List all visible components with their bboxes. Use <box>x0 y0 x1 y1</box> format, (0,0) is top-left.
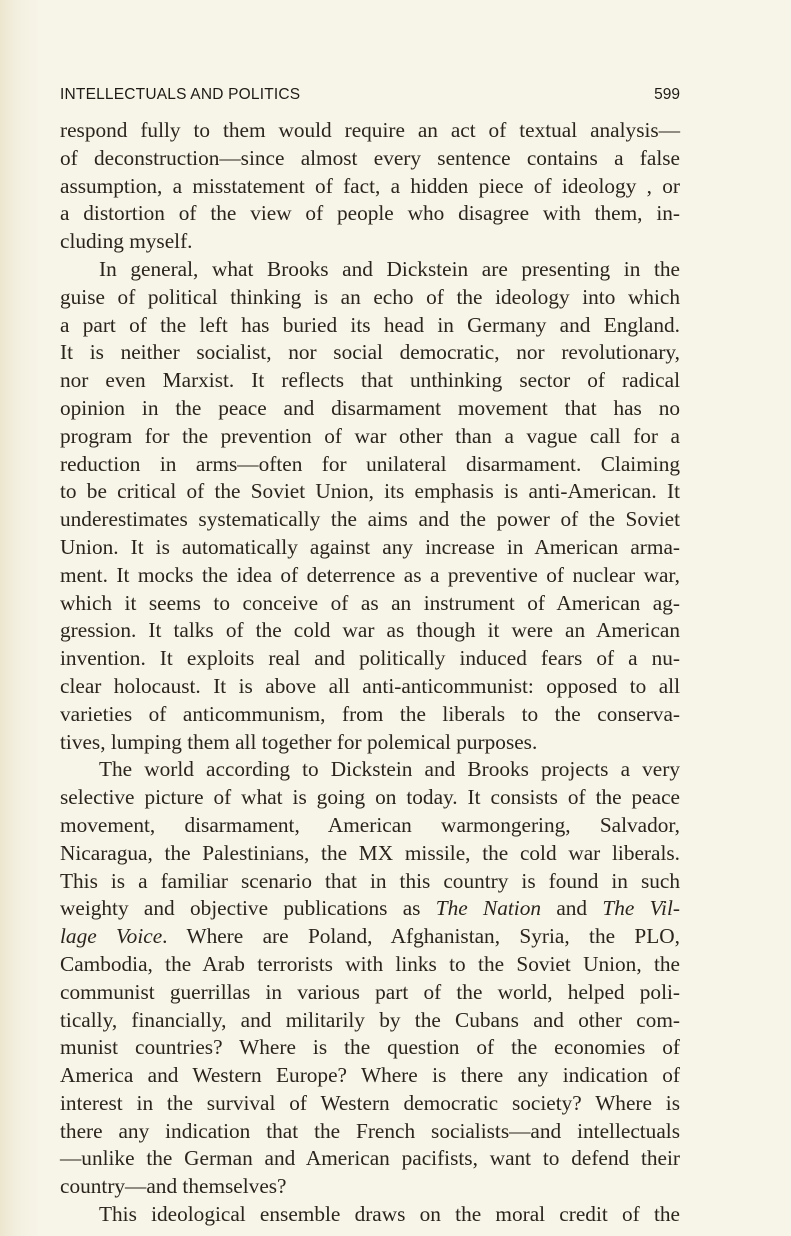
text-segment: to be critical of the Soviet Union, its emphasis is anti-American. It <box>60 479 680 504</box>
text-segment: The world according to Dickstein and Brooks projects a very <box>99 757 680 782</box>
paragraph <box>60 1201 680 1229</box>
text-line <box>60 590 680 618</box>
text-segment: of deconstruction—since almost every sentence contains a false <box>60 145 680 170</box>
text-segment: varieties of anticommunism, from the liberals to the conserva- <box>60 701 680 726</box>
text-segment: movement, disarmament, American warmongering, Salvador, <box>60 812 680 837</box>
text-line <box>60 423 680 451</box>
text-segment: a part of the left has buried its head in Germany and England. <box>60 312 680 337</box>
paragraph <box>60 756 680 1201</box>
text-segment: Cambodia, the Arab terrorists with links to the Soviet Union, the <box>60 951 680 976</box>
text-line <box>60 784 680 812</box>
text-line <box>60 117 680 145</box>
text-segment: underestimates systematically the aims and the power of the Soviet <box>60 507 680 532</box>
text-line <box>60 284 680 312</box>
text-line <box>60 1090 680 1118</box>
text-segment: program for the prevention of war other than a vague call for a <box>60 423 680 448</box>
text-line <box>60 1145 680 1173</box>
text-line <box>60 451 680 479</box>
text-line <box>60 979 680 1007</box>
text-line <box>60 840 680 868</box>
text-segment: This ideological ensemble draws on the moral credit of the <box>99 1202 680 1227</box>
text-segment: reduction in arms—often for unilateral disarmament. Claiming <box>60 451 680 476</box>
text-line <box>60 478 680 506</box>
text-segment: —unlike the German and American pacifists, want to defend their <box>60 1146 680 1171</box>
text-segment: guise of political thinking is an echo of the ideology into which <box>60 284 680 309</box>
text-segment: It is neither socialist, nor social democratic, nor revolutionary, <box>60 340 680 365</box>
text-segment: interest in the survival of Western democratic society? Where is <box>60 1090 680 1115</box>
paragraph <box>60 256 680 756</box>
text-segment: ment. It mocks the idea of deterrence as a preventive of nuclear war, <box>60 562 680 587</box>
text-segment: This is a familiar scenario that in this country is found in such <box>60 868 680 893</box>
text-segment: tives, lumping them all together for polemical purposes. <box>60 729 538 754</box>
text-segment: communist guerrillas in various part of the world, helped poli- <box>60 979 680 1004</box>
text-line <box>60 673 680 701</box>
text-line <box>60 895 680 923</box>
text-line <box>60 1173 680 1201</box>
text-line <box>60 534 680 562</box>
text-line <box>60 312 680 340</box>
page-number: 599 <box>654 86 680 103</box>
text-segment: . Where are Poland, Afghanistan, Syria, the PLO, <box>162 924 680 949</box>
text-line <box>60 1201 680 1229</box>
text-line <box>60 729 680 757</box>
text-segment: invention. It exploits real and politically induced fears of a nu- <box>60 646 680 671</box>
text-line <box>60 256 680 284</box>
text-segment: country—and themselves? <box>60 1174 287 1199</box>
text-line <box>60 1118 680 1146</box>
text-segment: cluding myself. <box>60 229 193 254</box>
text-segment: selective picture of what is going on today. It consists of the peace <box>60 785 680 810</box>
text-line <box>60 200 680 228</box>
italic-title: lage Voice <box>60 924 163 949</box>
text-line <box>60 1062 680 1090</box>
text-line <box>60 1034 680 1062</box>
text-line <box>60 506 680 534</box>
text-segment: there any indication that the French socialists—and intellectuals <box>60 1118 680 1143</box>
italic-title: The Vil- <box>602 896 680 921</box>
paragraph <box>60 117 680 256</box>
text-line <box>60 617 680 645</box>
text-line <box>60 951 680 979</box>
body-text <box>60 117 680 1229</box>
text-segment: and <box>541 896 603 921</box>
text-line <box>60 812 680 840</box>
text-segment: clear holocaust. It is above all anti-anticommunist: opposed to all <box>60 673 680 698</box>
running-header <box>60 86 680 108</box>
text-line <box>60 395 680 423</box>
text-line <box>60 756 680 784</box>
text-segment: America and Western Europe? Where is there any indication of <box>60 1063 680 1088</box>
text-line <box>60 339 680 367</box>
text-segment: which it seems to conceive of as an instrument of American ag- <box>60 590 680 615</box>
text-line <box>60 868 680 896</box>
text-segment: a distortion of the view of people who disagree with them, in- <box>60 201 680 226</box>
text-line <box>60 367 680 395</box>
text-segment: assumption, a misstatement of fact, a hidden piece of ideology , or <box>60 173 680 198</box>
italic-title: The Nation <box>435 896 542 921</box>
text-segment: munist countries? Where is the question of the economies of <box>60 1035 680 1060</box>
text-line <box>60 701 680 729</box>
text-line <box>60 145 680 173</box>
text-segment: nor even Marxist. It reflects that unthinking sector of radical <box>60 368 680 393</box>
text-line <box>60 645 680 673</box>
text-segment: tically, financially, and militarily by the Cubans and other com- <box>60 1007 680 1032</box>
running-title: INTELLECTUALS AND POLITICS <box>60 86 301 103</box>
text-line <box>60 923 680 951</box>
text-line <box>60 173 680 201</box>
text-segment: opinion in the peace and disarmament movement that has no <box>60 395 680 420</box>
text-segment: weighty and objective publications as <box>60 896 436 921</box>
text-segment: In general, what Brooks and Dickstein are presenting in the <box>99 256 680 281</box>
text-line <box>60 228 680 256</box>
text-line <box>60 1007 680 1035</box>
text-segment: gression. It talks of the cold war as though it were an American <box>60 618 680 643</box>
text-segment: Nicaragua, the Palestinians, the MX missile, the cold war liberals. <box>60 840 680 865</box>
text-segment: Union. It is automatically against any increase in American arma- <box>60 534 680 559</box>
text-line <box>60 562 680 590</box>
text-segment: respond fully to them would require an act of textual analysis— <box>60 118 680 142</box>
